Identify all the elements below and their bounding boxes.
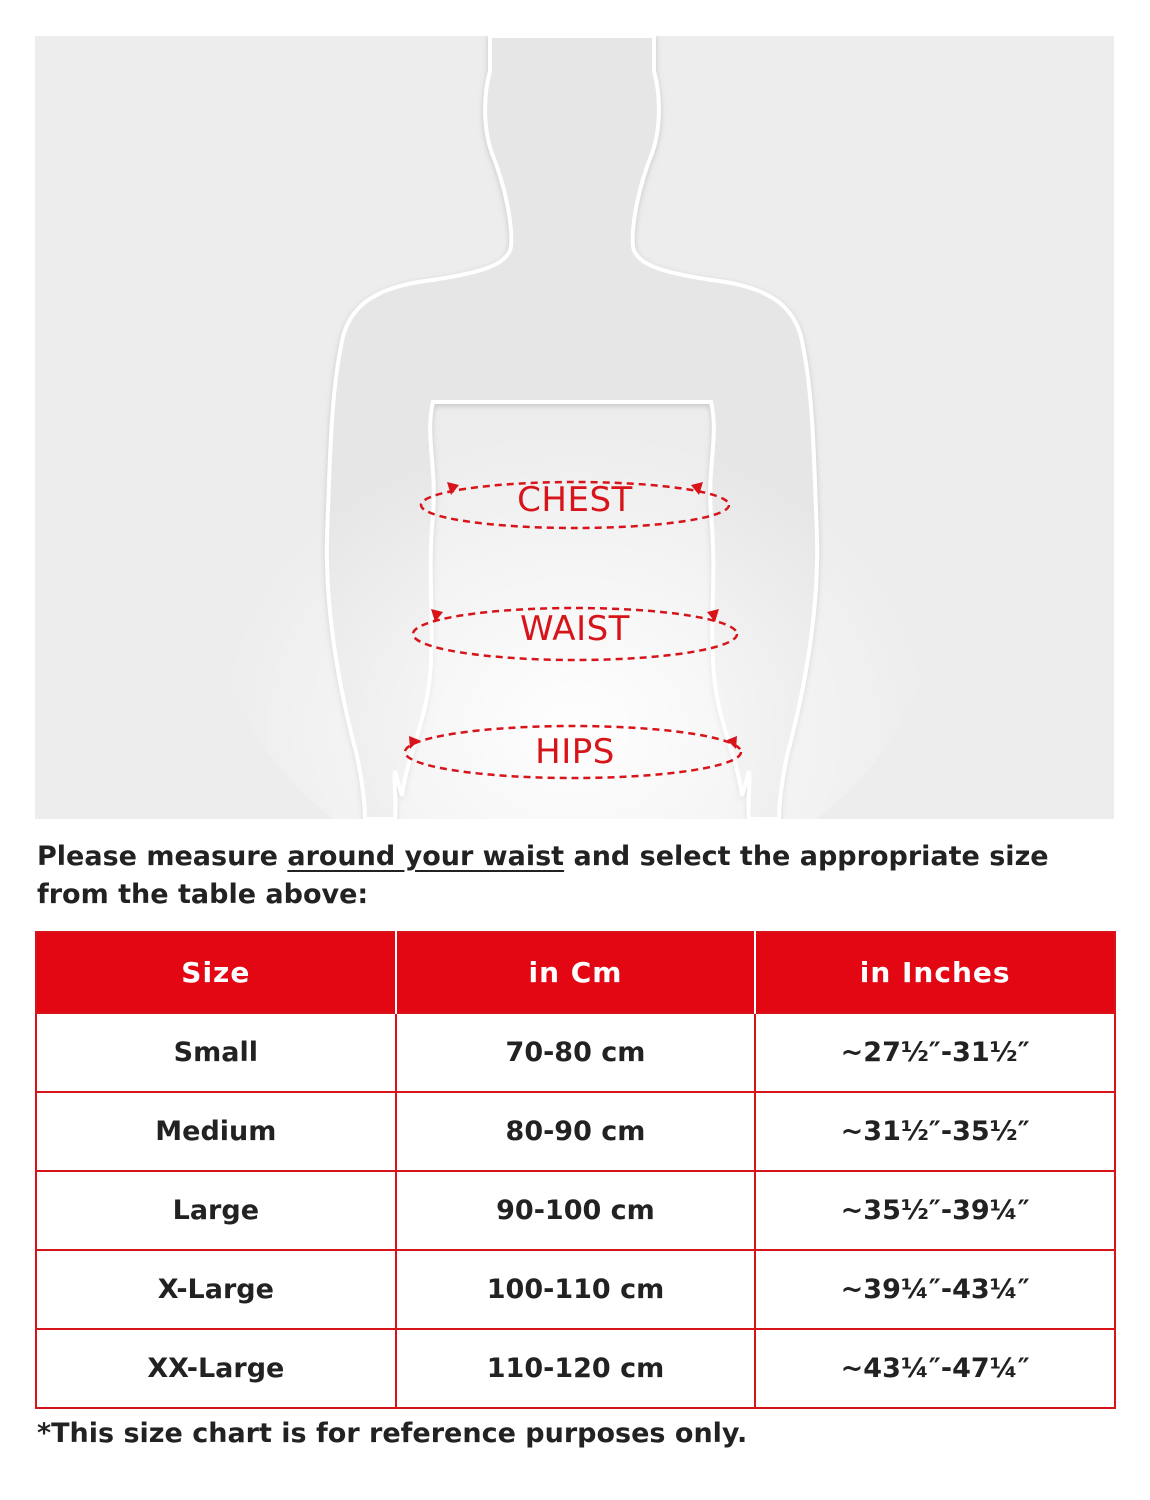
inches-cell: ~31½″-35½″	[755, 1092, 1115, 1171]
table-row	[36, 1092, 1115, 1171]
header-inches: in Inches	[755, 932, 1115, 1013]
table-row	[36, 1250, 1115, 1329]
table-row	[36, 1171, 1115, 1250]
cm-cell: 70-80 cm	[396, 1013, 756, 1092]
size-table	[35, 931, 1116, 1409]
size-cell: Medium	[36, 1092, 396, 1171]
size-cell: Large	[36, 1171, 396, 1250]
cm-cell: 80-90 cm	[396, 1092, 756, 1171]
inches-cell: ~39¼″-43¼″	[755, 1250, 1115, 1329]
body-silhouette	[35, 36, 1114, 819]
body-diagram	[35, 36, 1114, 819]
cm-cell: 100-110 cm	[396, 1250, 756, 1329]
waist-label: WAIST	[520, 609, 630, 649]
table-header-row	[36, 932, 1115, 1013]
instructions-after: and select the appropriate size from the table above:	[37, 841, 1049, 910]
cm-cell: 110-120 cm	[396, 1329, 756, 1408]
size-cell: X-Large	[36, 1250, 396, 1329]
inches-cell: ~35½″-39¼″	[755, 1171, 1115, 1250]
header-size: Size	[36, 932, 396, 1013]
size-cell: Small	[36, 1013, 396, 1092]
header-cm: in Cm	[396, 932, 756, 1013]
instructions-before: Please measure	[37, 841, 288, 872]
reference-footnote: *This size chart is for reference purposes only.	[37, 1418, 748, 1449]
chest-label: CHEST	[517, 480, 633, 520]
size-cell: XX-Large	[36, 1329, 396, 1408]
cm-cell: 90-100 cm	[396, 1171, 756, 1250]
hips-label: HIPS	[535, 732, 615, 772]
measuring-instructions	[37, 838, 1117, 914]
inches-cell: ~43¼″-47¼″	[755, 1329, 1115, 1408]
instructions-emphasis: around your waist	[287, 841, 565, 872]
inches-cell: ~27½″-31½″	[755, 1013, 1115, 1092]
table-row	[36, 1329, 1115, 1408]
table-row	[36, 1013, 1115, 1092]
